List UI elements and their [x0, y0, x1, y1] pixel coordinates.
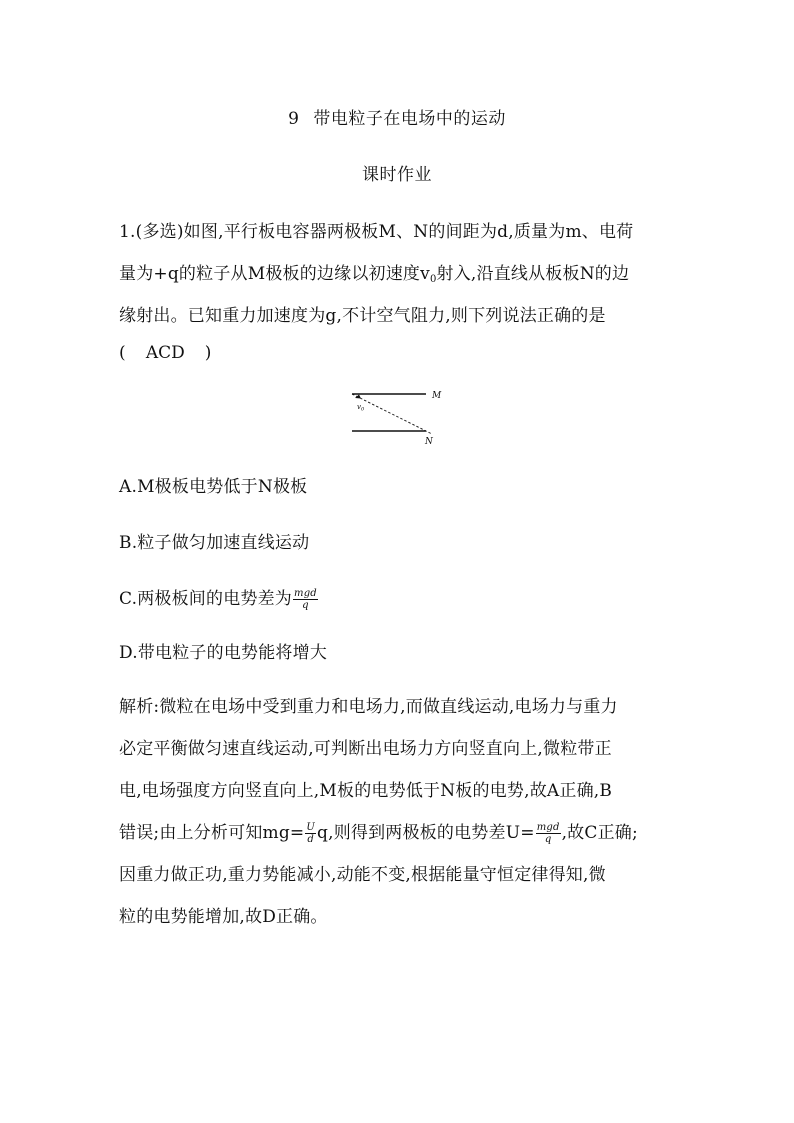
page-subtitle: 课时作业: [362, 165, 432, 185]
option-c: [119, 584, 319, 611]
explanation-line-4-c: ,故C正确;: [561, 823, 638, 843]
explanation-line-5: 因重力做正功,重力势能减小,动能不变,根据能量守恒定律得知,微: [119, 865, 606, 885]
explanation-line-4: [119, 818, 638, 845]
answer-value: ACD: [145, 343, 185, 363]
answer-close-paren: ): [204, 343, 212, 363]
fraction-mgd-over-q: [536, 822, 561, 845]
label-n: N: [425, 437, 433, 447]
section-number: 9: [288, 109, 300, 129]
capacitor-diagram: [340, 382, 450, 448]
fraction-denominator: d: [307, 834, 314, 845]
question-line-2-b: 射入,沿直线从板板N的边: [436, 264, 630, 284]
question-line-2: [119, 259, 629, 285]
subscript-zero: 0: [429, 274, 437, 285]
option-b: B.粒子做匀加速直线运动: [119, 533, 310, 553]
question-line-2-a: 量为+q的粒子从M极板的边缘以初速度v: [119, 264, 430, 284]
fraction-numerator: U: [306, 822, 316, 833]
explanation-line-2: 必定平衡做匀速直线运动,可判断出电场力方向竖直向上,微粒带正: [119, 739, 612, 759]
answer-line: [119, 343, 212, 363]
trajectory-dashed-line: [352, 394, 432, 434]
question-line-3: 缘射出。已知重力加速度为g,不计空气阻力,则下列说法正确的是: [119, 306, 606, 326]
explanation-line-4-a: 错误;由上分析可知mg=: [119, 823, 305, 843]
label-v0: $v_0$: [357, 403, 365, 413]
question-line-1: 1.(多选)如图,平行板电容器两极板M、N的间距为d,质量为m、电荷: [119, 222, 634, 242]
fraction-denominator: q: [302, 600, 309, 611]
answer-open-paren: (: [119, 343, 126, 363]
fraction-numerator: mgd: [536, 822, 560, 833]
option-c-text: C.两极板间的电势差为: [119, 589, 293, 609]
fraction-numerator: mgd: [294, 588, 317, 599]
explanation-line-4-b: q,则得到两极板的电势差U=: [317, 823, 535, 843]
fraction-u-over-d: [305, 822, 316, 845]
explanation-line-3: 电,电场强度方向竖直向上,M板的电势低于N板的电势,故A正确,B: [119, 781, 613, 801]
explanation-line-1: 解析:微粒在电场中受到重力和电场力,而做直线运动,电场力与重力: [119, 697, 618, 717]
label-m: M: [432, 391, 442, 401]
fraction-mgd-over-q: [293, 588, 318, 611]
section-title: 带电粒子在电场中的运动: [313, 109, 506, 129]
page-title: [0, 104, 794, 129]
velocity-arrowhead: [355, 395, 361, 399]
option-d: D.带电粒子的电势能将增大: [119, 643, 328, 663]
option-a: A.M极板电势低于N极板: [119, 477, 308, 497]
explanation-line-6: 粒的电势能增加,故D正确。: [119, 907, 328, 927]
fraction-denominator: q: [544, 834, 552, 845]
